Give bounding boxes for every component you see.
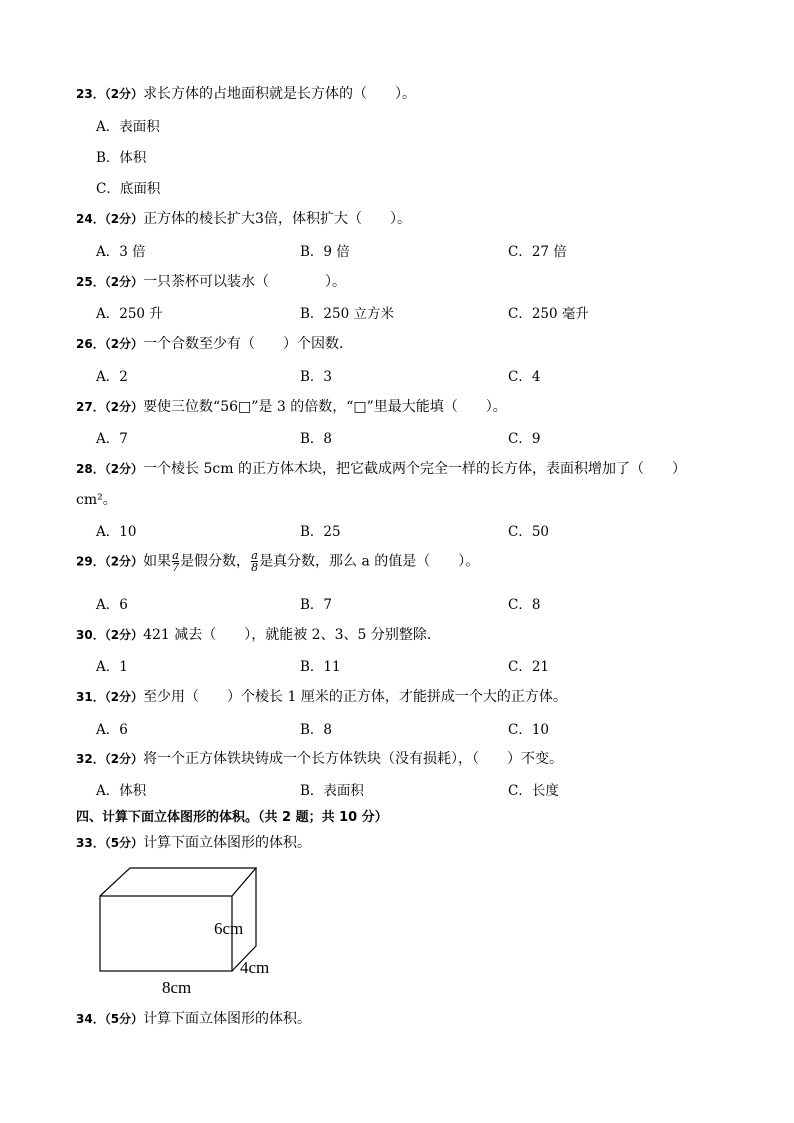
question-number: 28．（2分）	[76, 462, 144, 476]
fraction-numerator: a	[251, 549, 258, 562]
option-c: C．底面积	[96, 181, 161, 197]
question-number: 30．（2分）	[76, 628, 144, 642]
question-text: 要使三位数“56□”是 3 的倍数，“□”里最大能填（ ）。	[143, 399, 507, 415]
fraction-denominator: 7	[172, 561, 180, 574]
question-text-continued: cm²。	[76, 492, 117, 508]
question-text: 一个棱长 5cm 的正方体木块，把它截成两个完全一样的长方体，表面积增加了（ ）	[143, 461, 686, 477]
option-c: C．4	[508, 369, 541, 385]
option-a: A．3 倍	[96, 244, 146, 260]
question-text: 是真分数，那么 a 的值是（ ）。	[259, 553, 480, 570]
question-stem	[76, 550, 479, 573]
question-text: 421 减去（ ），就能被 2、3、5 分别整除．	[143, 627, 441, 643]
section-heading: 四、计算下面立体图形的体积。（共 2 题；共 10 分）	[76, 810, 388, 825]
question-text: 求长方体的占地面积就是长方体的（ ）。	[143, 86, 417, 102]
cuboid-figure	[90, 860, 290, 1000]
question-number: 25．（2分）	[76, 275, 144, 289]
option-a: A．10	[96, 524, 137, 540]
question-stem	[76, 83, 416, 103]
question-stem	[76, 624, 441, 644]
fraction-numerator: a	[172, 549, 179, 562]
question-stem	[76, 333, 353, 353]
option-a: A．体积	[96, 783, 147, 799]
option-c: C．21	[508, 659, 550, 675]
cuboid-front-face	[100, 896, 232, 971]
question-number: 33．（5分）	[76, 836, 144, 850]
question-number: 29．（2分）	[76, 554, 144, 569]
option-c: C．9	[508, 431, 541, 447]
option-b: B．8	[300, 431, 333, 447]
fraction-a-over-8	[251, 550, 258, 573]
question-number: 27．（2分）	[76, 400, 144, 414]
question-stem	[76, 208, 411, 228]
option-b: B．8	[300, 722, 333, 738]
question-stem	[76, 686, 567, 706]
length-label: 8cm	[162, 978, 192, 997]
question-text: 计算下面立体图形的体积。	[143, 835, 312, 851]
fraction-denominator: 8	[251, 561, 259, 574]
option-c: C．250 毫升	[508, 306, 589, 322]
q33-stem	[76, 832, 311, 852]
question-number: 23．（2分）	[76, 87, 144, 101]
question-text: 至少用（ ）个棱长 1 厘米的正方体，才能拼成一个大的正方体。	[143, 689, 567, 705]
question-number: 24．（2分）	[76, 212, 144, 226]
question-text: 是假分数，	[180, 553, 251, 570]
q34-stem	[76, 1008, 311, 1028]
option-b: B．7	[300, 597, 333, 613]
question-text: 正方体的棱长扩大3倍，体积扩大（ ）。	[143, 211, 411, 227]
option-c: C．50	[508, 524, 550, 540]
option-b: B．3	[300, 369, 333, 385]
question-text: 将一个正方体铁块铸成一个长方体铁块（没有损耗），（ ）不变。	[143, 751, 564, 767]
option-a: A．2	[96, 369, 128, 385]
option-c: C．10	[508, 722, 550, 738]
option-b: B．表面积	[300, 783, 364, 799]
fraction-a-over-7	[172, 550, 179, 573]
option-c: C．27 倍	[508, 244, 567, 260]
question-text: 计算下面立体图形的体积。	[143, 1011, 312, 1027]
question-text: 一个合数至少有（ ）个因数．	[143, 336, 354, 352]
option-a: A．6	[96, 597, 128, 613]
option-a: A．1	[96, 659, 128, 675]
option-a: A．250 升	[96, 306, 163, 322]
question-stem	[76, 748, 563, 768]
option-a: A．7	[96, 431, 128, 447]
question-number: 34．（5分）	[76, 1012, 144, 1026]
question-number: 32．（2分）	[76, 752, 144, 766]
option-b: B．11	[300, 659, 341, 675]
question-text: 如果	[143, 553, 172, 570]
question-text: 一只茶杯可以装水（ ）。	[143, 274, 347, 290]
question-number: 26．（2分）	[76, 337, 144, 351]
question-stem	[76, 396, 507, 416]
height-label: 6cm	[214, 919, 244, 938]
question-stem	[76, 458, 686, 478]
option-b: B．250 立方米	[300, 306, 394, 322]
option-c: C．长度	[508, 783, 559, 799]
option-a: A．表面积	[96, 119, 160, 135]
depth-label: 4cm	[240, 958, 270, 977]
option-b: B．体积	[96, 150, 147, 166]
option-b: B．25	[300, 524, 341, 540]
cuboid-top-face	[100, 868, 256, 896]
option-a: A．6	[96, 722, 128, 738]
question-stem	[76, 271, 346, 291]
option-c: C．8	[508, 597, 541, 613]
option-b: B．9 倍	[300, 244, 350, 260]
question-number: 31．（2分）	[76, 690, 144, 704]
